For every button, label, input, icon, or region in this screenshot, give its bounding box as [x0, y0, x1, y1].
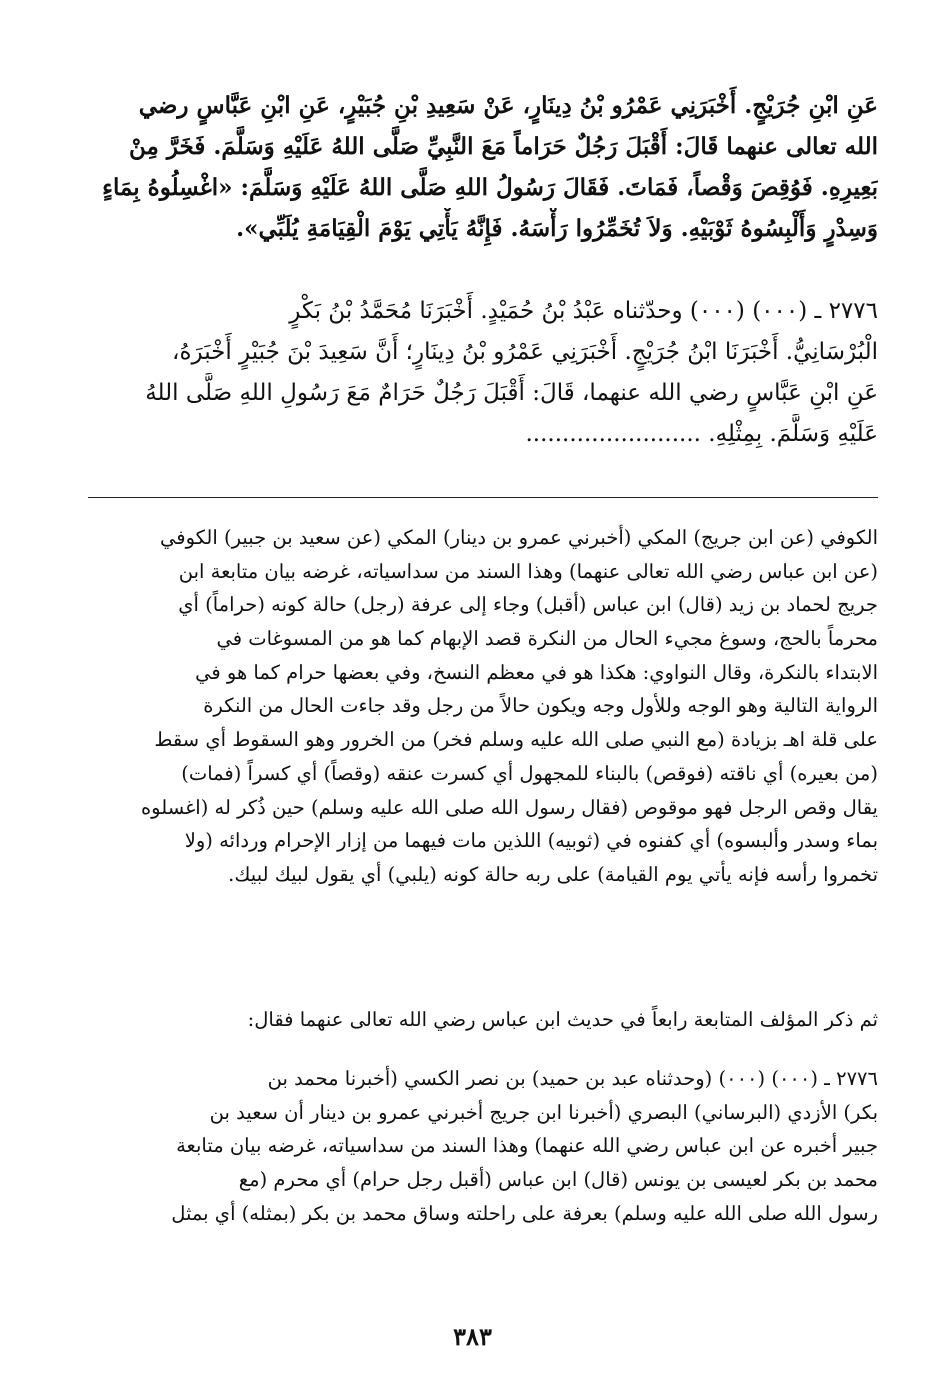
commentary-line: محمد بن بكر لعيسى بن يونس (قال) ابن عباس (أقبل رجل حرام) أي محرم (مع — [238, 1168, 878, 1192]
commentary-line: على قلة اهـ بزيادة (مع النبي صلى الله عليه وسلم فخر) من الخرور وهو السقوط أي سقط — [154, 728, 878, 752]
hadith-text-1 — [88, 85, 878, 249]
hadith-line: عَلَيْهِ وَسَلَّمَ. بِمِثْلِهِ. ........................ — [525, 421, 878, 447]
commentary-line: رسول الله صلى الله عليه وسلم) بعرفة على راحلته وساق محمد بن بكر (بمثله) أي بمثل — [171, 1201, 878, 1225]
commentary-line: الرواية التالية وهو الوجه وللأول وجه ويكون حالاً من رجل وقد جاءت الحال من النكرة — [203, 694, 878, 718]
commentary-line: (من بعيره) أي ناقته (فوقص) بالبناء للمجهول أي كسرت عنقه (وقصاً) أي كسراً (فمات) — [181, 761, 878, 785]
commentary-line: جبير أخبره عن ابن عباس رضي الله عنهما) وهذا السند من سداسياته، غرضه بيان متابعة — [176, 1134, 878, 1158]
hadith-text-2 — [88, 291, 878, 455]
page-number: ٣٨٣ — [453, 1322, 492, 1351]
hadith-line: عَنِ ابْنِ عَبَّاسٍ رضي الله عنهما، قَالَ: أَقْبَلَ رَجُلٌ حَرَامٌ مَعَ رَسُولِ اللهِ صَلَّى اللهُ — [145, 380, 878, 406]
commentary-paragraph-2 — [88, 1003, 878, 1037]
commentary-paragraph-3 — [88, 1062, 878, 1230]
commentary-line: بكر) الأزدي (البرساني) البصري (أخبرنا ابن جريج أخبرني عمرو بن دينار أن سعيد بن — [209, 1100, 878, 1124]
commentary-line: الكوفي (عن ابن جريج) المكي (أخبرني عمرو بن دينار) المكي (عن سعيد بن جبير) الكوفي — [160, 526, 878, 549]
commentary-line: يقال وقص الرجل فهو موقوص (فقال رسول الله صلى الله عليه وسلم) حين ذُكر له (اغسلوه — [140, 795, 878, 819]
commentary-line: بماء وسدر وألبسوه) أي كفنوه في (ثوبيه) اللذين مات فيهما من إزار الإحرام وردائه (ولا — [184, 829, 878, 853]
commentary-line: (عن ابن عباس رضي الله تعالى عنهما) وهذا السند من سداسياته، غرضه بيان متابعة ابن — [178, 559, 878, 583]
commentary-line: ٢٧٧٦ ـ (٠٠٠) (٠٠٠) (وحدثناه عبد بن حميد) بن نصر الكسي (أخبرنا محمد بن — [267, 1067, 878, 1090]
commentary-line: ثم ذكر المؤلف المتابعة رابعاً في حديث ابن عباس رضي الله تعالى عنهما فقال: — [247, 1008, 878, 1031]
hadith-line: الْبُرْسَانِيُّ. أَخْبَرَنَا ابْنُ جُرَيْجٍ. أَخْبَرَنِي عَمْرُو بْنُ دِينَارٍ؛ أَنَّ سَعِيدَ بْنَ جُبَيْرٍ أَخْبَرَهُ، — [172, 339, 878, 365]
section-divider — [88, 497, 878, 498]
hadith-line: الله تعالى عنهما قَالَ: أَقْبَلَ رَجُلٌ حَرَاماً مَعَ النَّبِيِّ صَلَّى اللهُ عَلَيْهِ وَسَلَّمَ. فَخَرَّ مِنْ — [129, 133, 878, 160]
commentary-line: تخمروا رأسه فإنه يأتي يوم القيامة) على ربه حالة كونه (يلبي) أي يقول لبيك لبيك. — [228, 862, 878, 886]
commentary-line: جريج لحماد بن زيد (قال) ابن عباس (أقبل) وجاء إلى عرفة (رجل) حالة كونه (حراماً) أي — [178, 593, 878, 617]
commentary-line: الابتداء بالنكرة، وقال النواوي: هكذا هو في معظم النسخ، وفي بعضها حرام كما هو في — [195, 660, 878, 684]
hadith-line: عَنِ ابْنِ جُرَيْجٍ. أَخْبَرَنِي عَمْرُو بْنُ دِينَارٍ، عَنْ سَعِيدِ بْنِ جُبَيْرٍ، عَنِ ابْنِ عَبَّاسٍ رضي — [138, 92, 878, 119]
hadith-line: بَعِيرِهِ. فَوُقِصَ وَقْصاً، فَمَاتَ. فَقَالَ رَسُولُ اللهِ صَلَّى اللهُ عَلَيْهِ وَسَلَّمَ: «اغْسِلُوهُ بِمَاءٍ — [102, 174, 878, 201]
hadith-line: ٢٧٧٦ ـ (٠٠٠) (٠٠٠) وحدّثناه عَبْدُ بْنُ حُمَيْدٍ. أَخْبَرَنَا مُحَمَّدُ بْنُ بَكْرٍ — [289, 298, 878, 324]
hadith-line: وَسِدْرٍ وَأَلْبِسُوهُ ثَوْبَيْهِ. وَلاَ تُخَمِّرُوا رَأْسَهُ. فَإِنَّهُ يَأْتِي يَوْمَ الْقِيَامَةِ يُلَبِّي». — [236, 215, 878, 242]
commentary-paragraph-1 — [88, 521, 878, 892]
commentary-line: محرماً بالحج، وسوغ مجيء الحال من النكرة قصد الإبهام كما هو من المسوغات في — [216, 627, 878, 651]
